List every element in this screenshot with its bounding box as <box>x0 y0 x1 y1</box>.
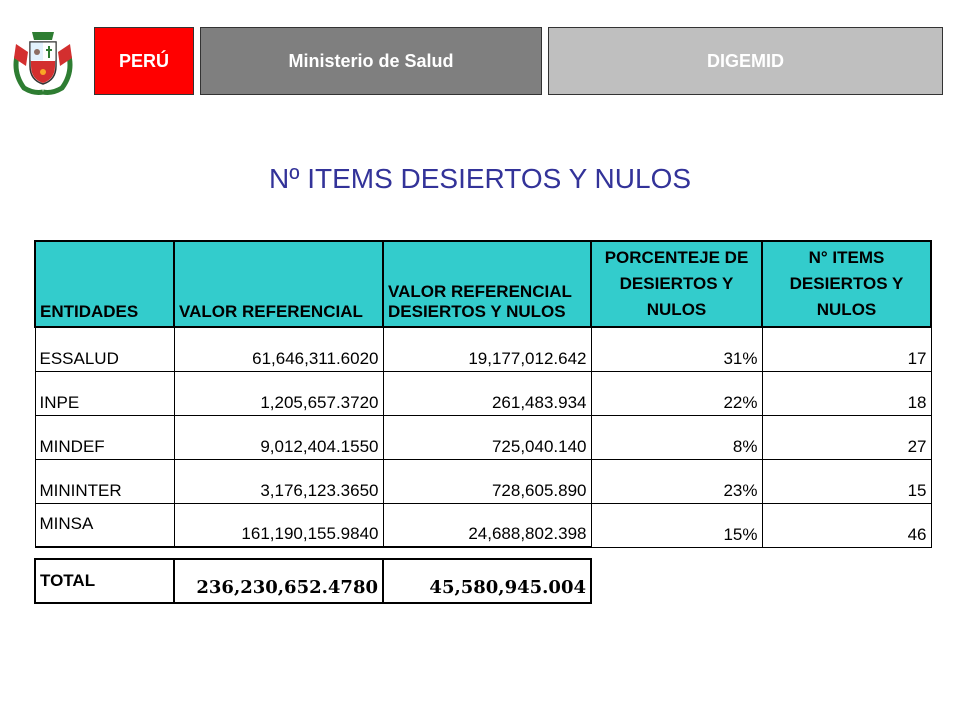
col-header-valor-desiertos: VALOR REFERENCIAL DESIERTOS Y NULOS <box>383 241 591 327</box>
cell-valor-dn: 261,483.934 <box>383 371 591 415</box>
cell-total-valor-dn: 45,580,945.004 <box>383 559 591 603</box>
col-header-items: N° ITEMS DESIERTOS Y NULOS <box>762 241 931 327</box>
cell-pct: 22% <box>591 371 762 415</box>
cell-valor: 161,190,155.9840 <box>174 503 383 547</box>
cell-items: 18 <box>762 371 931 415</box>
cell-items: 17 <box>762 327 931 371</box>
cell-valor: 3,176,123.3650 <box>174 459 383 503</box>
table-spacer-row <box>35 547 931 559</box>
cell-valor-dn: 19,177,012.642 <box>383 327 591 371</box>
cell-entidad: MINDEF <box>35 415 174 459</box>
col-header-entidades: ENTIDADES <box>35 241 174 327</box>
table-row <box>35 503 931 547</box>
cell-pct: 23% <box>591 459 762 503</box>
cell-pct: 15% <box>591 503 762 547</box>
cell-valor-dn: 725,040.140 <box>383 415 591 459</box>
ministry-label: Ministerio de Salud <box>288 50 454 71</box>
cell-valor: 9,012,404.1550 <box>174 415 383 459</box>
cell-valor-dn: 728,605.890 <box>383 459 591 503</box>
coat-of-arms-icon <box>10 22 76 96</box>
cell-pct: 8% <box>591 415 762 459</box>
items-table <box>34 240 932 604</box>
table-row <box>35 459 931 503</box>
col-header-valor-referencial: VALOR REFERENCIAL <box>174 241 383 327</box>
cell-entidad: MININTER <box>35 459 174 503</box>
table-row <box>35 371 931 415</box>
cell-entidad: ESSALUD <box>35 327 174 371</box>
cell-entidad: MINSA <box>35 503 174 547</box>
cell-valor-dn: 24,688,802.398 <box>383 503 591 547</box>
table-header-row <box>35 241 931 327</box>
cell-entidad: INPE <box>35 371 174 415</box>
cell-valor: 1,205,657.3720 <box>174 371 383 415</box>
ministry-banner <box>200 27 542 95</box>
cell-items: 27 <box>762 415 931 459</box>
peru-label: PERÚ <box>118 50 169 71</box>
col-header-porcentaje: PORCENTEJE DE DESIERTOS Y NULOS <box>591 241 762 327</box>
peru-banner <box>94 27 194 95</box>
table-row <box>35 415 931 459</box>
cell-items: 46 <box>762 503 931 547</box>
table-total-row <box>35 559 931 603</box>
cell-valor: 61,646,311.6020 <box>174 327 383 371</box>
cell-total-valor: 236,230,652.4780 <box>174 559 383 603</box>
agency-banner <box>548 27 943 95</box>
cell-items: 15 <box>762 459 931 503</box>
cell-total-label: TOTAL <box>35 559 174 603</box>
cell-pct: 31% <box>591 327 762 371</box>
table-row <box>35 327 931 371</box>
agency-label: DIGEMID <box>706 50 784 71</box>
page-title: Nº ITEMS DESIERTOS Y NULOS <box>268 163 692 194</box>
